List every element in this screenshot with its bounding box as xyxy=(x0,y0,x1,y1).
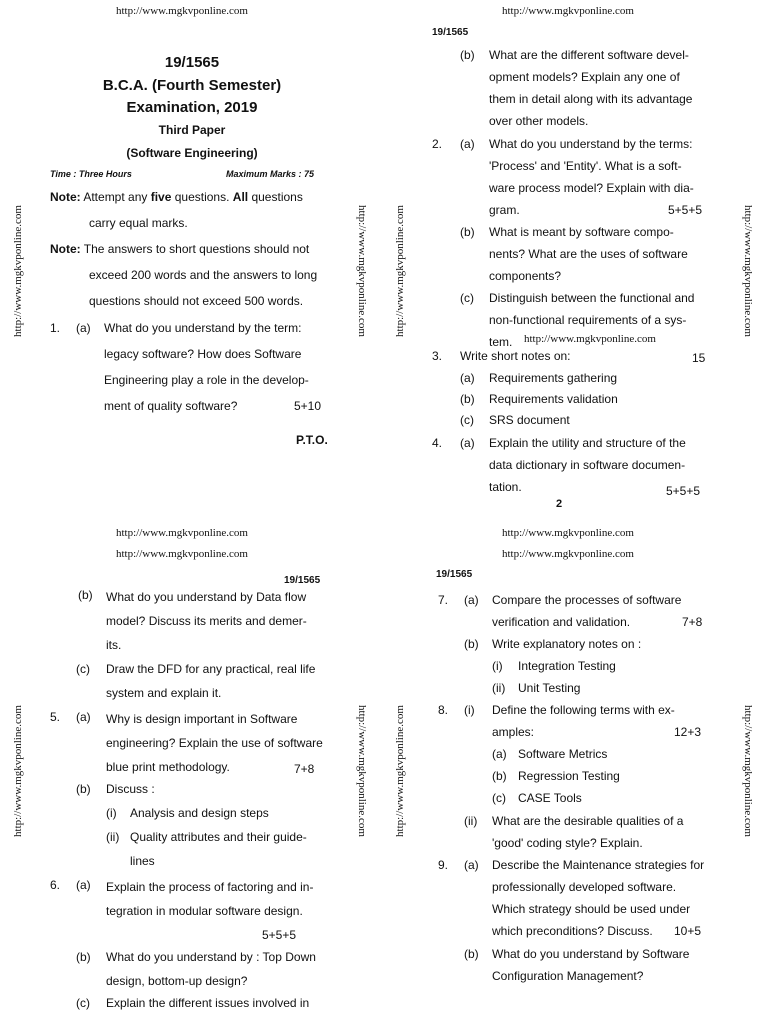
question-text: What do you understand by Software xyxy=(492,947,690,961)
question-number: 1. xyxy=(50,321,61,335)
page-1 xyxy=(0,0,384,512)
part-label: (c) xyxy=(460,291,474,305)
part-label: (a) xyxy=(76,710,91,724)
note-2: Note: The answers to short questions should not xyxy=(50,242,310,256)
part-label: (a) xyxy=(76,878,91,892)
part-label: (i) xyxy=(464,703,475,717)
question-number: 6. xyxy=(50,878,61,892)
part-label: (c) xyxy=(76,996,90,1010)
question-text: Describe the Maintenance strategies for xyxy=(492,858,705,872)
part-label: (a) xyxy=(76,321,91,335)
part-label: (b) xyxy=(76,950,91,964)
question-text: What are the desirable qualities of a xyxy=(492,814,684,828)
paper-code: 19/1565 xyxy=(284,575,321,586)
vertical-site-url[interactable]: http://www.mgkvponline.com xyxy=(742,205,754,337)
marks: 15 xyxy=(692,351,706,365)
question-text: Explain the process of factoring and in- xyxy=(106,880,314,894)
site-url[interactable]: http://www.mgkvponline.com xyxy=(502,5,634,17)
question-text: Distinguish between the functional and xyxy=(489,291,695,305)
question-text: legacy software? How does Software xyxy=(104,347,302,361)
sub-label: (ii) xyxy=(106,830,120,844)
question-text: verification and validation. xyxy=(492,615,631,629)
marks: 7+8 xyxy=(682,615,703,629)
question-text: amples: xyxy=(492,725,535,739)
part-label: (ii) xyxy=(464,814,478,828)
part-label: (a) xyxy=(460,137,475,151)
paper-number: Third Paper xyxy=(158,123,226,137)
question-text: Discuss : xyxy=(106,782,155,796)
part-label: (b) xyxy=(464,637,479,651)
question-text: tation. xyxy=(489,480,522,494)
part-label: (b) xyxy=(76,782,91,796)
question-text: Define the following terms with ex- xyxy=(492,703,675,717)
question-text: its. xyxy=(106,638,122,652)
question-text: opment models? Explain any one of xyxy=(489,70,680,84)
question-text: Engineering play a role in the develop- xyxy=(104,373,309,387)
note-topic: Requirements validation xyxy=(489,392,618,406)
question-text: Unit Testing xyxy=(518,681,581,695)
sub-label: (a) xyxy=(492,747,507,761)
exam-title: Examination, 2019 xyxy=(126,99,258,116)
question-text: 'Process' and 'Entity'. What is a soft- xyxy=(489,159,682,173)
question-text: What do you understand by Data flow xyxy=(106,590,307,604)
part-label: (b) xyxy=(460,392,475,406)
part-label: (a) xyxy=(464,858,479,872)
paper-code: 19/1565 xyxy=(436,569,473,580)
vertical-site-url[interactable]: http://www.mgkvponline.com xyxy=(394,705,406,837)
sub-label: (b) xyxy=(492,769,507,783)
question-number: 2. xyxy=(432,137,443,151)
question-text: Which strategy should be used under xyxy=(492,902,691,916)
question-text: What do you understand by the terms: xyxy=(489,137,693,151)
question-text: lines xyxy=(130,854,155,868)
question-text: What do you understand by the term: xyxy=(104,321,302,335)
question-text: Integration Testing xyxy=(518,659,616,673)
vertical-site-url[interactable]: http://www.mgkvponline.com xyxy=(742,705,754,837)
question-number: 4. xyxy=(432,436,443,450)
note-2-line-2: exceed 200 words and the answers to long xyxy=(89,268,318,282)
part-label: (a) xyxy=(460,436,475,450)
marks: 10+5 xyxy=(674,924,702,938)
question-text: Draw the DFD for any practical, real life xyxy=(106,662,316,676)
question-text: Write short notes on: xyxy=(460,349,571,363)
part-label: (b) xyxy=(460,225,475,239)
site-url[interactable]: http://www.mgkvponline.com xyxy=(502,527,634,539)
question-text: over other models. xyxy=(489,114,589,128)
marks: 5+10 xyxy=(294,399,322,413)
question-number: 8. xyxy=(438,703,449,717)
marks: 5+5+5 xyxy=(262,928,297,942)
marks: 5+5+5 xyxy=(666,484,701,498)
question-text: What is meant by software compo- xyxy=(489,225,674,239)
question-text: data dictionary in software documen- xyxy=(489,458,686,472)
marks: 7+8 xyxy=(294,762,315,776)
question-text: system and explain it. xyxy=(106,686,222,700)
question-text: which preconditions? Discuss. xyxy=(492,924,653,938)
part-label: (a) xyxy=(464,593,479,607)
question-text: ware process model? Explain with dia- xyxy=(489,181,694,195)
maximum-marks: Maximum Marks : 75 xyxy=(226,169,315,179)
part-label: (c) xyxy=(76,662,90,676)
marks: 5+5+5 xyxy=(668,203,703,217)
vertical-site-url[interactable]: http://www.mgkvponline.com xyxy=(12,205,24,337)
part-label: (b) xyxy=(460,48,475,62)
note-2-line-3: questions should not exceed 500 words. xyxy=(89,294,304,308)
question-text: Regression Testing xyxy=(518,769,620,783)
question-text: professionally developed software. xyxy=(492,880,677,894)
question-text: nents? What are the uses of software xyxy=(489,247,688,261)
question-text: engineering? Explain the use of software xyxy=(106,736,323,750)
question-text: Configuration Management? xyxy=(492,969,644,983)
pto-label: P.T.O. xyxy=(296,433,328,447)
site-url[interactable]: http://www.mgkvponline.com xyxy=(116,548,248,560)
paper-code: 19/1565 xyxy=(432,27,469,38)
question-text: Why is design important in Software xyxy=(106,712,298,726)
question-text: Software Metrics xyxy=(518,747,608,761)
part-label: (b) xyxy=(464,947,479,961)
page-2 xyxy=(384,0,768,512)
question-text: Explain the utility and structure of the xyxy=(489,436,686,450)
vertical-site-url[interactable]: http://www.mgkvponline.com xyxy=(356,205,368,337)
question-text: them in detail along with its advantage xyxy=(489,92,693,106)
question-text: components? xyxy=(489,269,562,283)
site-url[interactable]: http://www.mgkvponline.com xyxy=(502,548,634,560)
course-title: B.C.A. (Fourth Semester) xyxy=(102,77,282,94)
question-text: What are the different software devel- xyxy=(489,48,689,62)
question-number: 3. xyxy=(432,349,443,363)
site-url[interactable]: http://www.mgkvponline.com xyxy=(116,527,248,539)
page-number: 2 xyxy=(556,498,563,510)
question-text: Compare the processes of software xyxy=(492,593,682,607)
page-4 xyxy=(384,512,768,1024)
note-topic: SRS document xyxy=(489,413,570,427)
vertical-site-url[interactable]: http://www.mgkvponline.com xyxy=(12,705,24,837)
question-text: 'good' coding style? Explain. xyxy=(492,836,643,850)
question-text: non-functional requirements of a sys- xyxy=(489,313,687,327)
question-text: Write explanatory notes on : xyxy=(492,637,642,651)
question-text: ment of quality software? xyxy=(104,399,238,413)
sub-label: (ii) xyxy=(492,681,506,695)
sub-label: (i) xyxy=(106,806,117,820)
site-url[interactable]: http://www.mgkvponline.com xyxy=(524,333,656,345)
vertical-site-url[interactable]: http://www.mgkvponline.com xyxy=(356,705,368,837)
note-topic: Requirements gathering xyxy=(489,371,618,385)
part-label: (b) xyxy=(78,588,93,602)
question-text: tem. xyxy=(489,335,513,349)
question-text: model? Discuss its merits and demer- xyxy=(106,614,307,628)
question-text: design, bottom-up design? xyxy=(106,974,248,988)
question-number: 7. xyxy=(438,593,449,607)
question-number: 9. xyxy=(438,858,449,872)
site-url[interactable]: http://www.mgkvponline.com xyxy=(116,5,248,17)
marks: 12+3 xyxy=(674,725,702,739)
page-3 xyxy=(0,512,384,1024)
question-number: 5. xyxy=(50,710,61,724)
sub-label: (i) xyxy=(492,659,503,673)
question-text: Analysis and design steps xyxy=(130,806,269,820)
note-1-line-2: carry equal marks. xyxy=(89,216,188,230)
time-allowed: Time : Three Hours xyxy=(50,169,132,179)
question-text: blue print methodology. xyxy=(106,760,230,774)
question-text: CASE Tools xyxy=(518,791,582,805)
subject: (Software Engineering) xyxy=(126,146,258,160)
question-text: What do you understand by : Top Down xyxy=(106,950,316,964)
part-label: (a) xyxy=(460,371,475,385)
sub-label: (c) xyxy=(492,791,506,805)
part-label: (c) xyxy=(460,413,474,427)
paper-code: 19/1565 xyxy=(164,54,220,71)
question-text: gram. xyxy=(489,203,520,217)
question-text: Explain the different issues involved in xyxy=(106,996,310,1010)
question-text: Quality attributes and their guide- xyxy=(130,830,307,844)
note-1: Note: Attempt any five questions. All questions xyxy=(50,190,303,204)
question-text: tegration in modular software design. xyxy=(106,904,303,918)
vertical-site-url[interactable]: http://www.mgkvponline.com xyxy=(394,205,406,337)
